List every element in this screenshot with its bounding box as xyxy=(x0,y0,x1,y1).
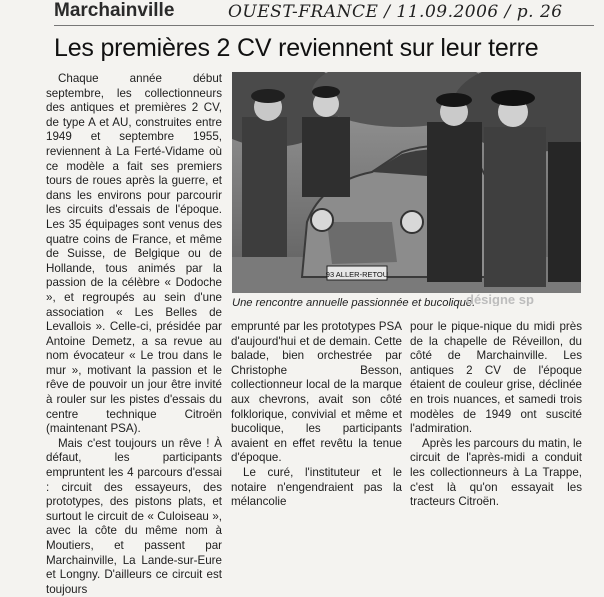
bleed-through-text: désigne sp xyxy=(466,292,534,306)
paragraph: Mais c'est toujours un rêve ! À défaut, les participants empruntent les 4 parcours d'essai : circuit des essayeurs, des prototypes, des pistons plats, et surtout le circuit de « Culoiseau », avec la côte du même nom à Moutiers, et passent par Marchainville, La Lande-sur-Eure et Longny. D'ailleurs ce circuit est toujours xyxy=(46,436,222,596)
article-photo xyxy=(232,72,581,293)
paragraph: Après les parcours du matin, le circuit de l'après-midi a conduit les collectionneurs à La Trappe, c'est là qu'on essayait les tracteurs Citroën. xyxy=(410,436,582,509)
photo-caption: Une rencontre annuelle passionnée et bucolique. xyxy=(232,297,476,309)
article-column-3 xyxy=(410,320,582,510)
article-column-2 xyxy=(231,320,402,510)
paragraph: Chaque année début septembre, les collectionneurs des antiques et premières 2 CV, de type A et AU, construites entre 1949 et septembre 1955, reviennent à La Ferté-Vidame où ce modèle a fait ses premiers tours de roues après la guerre, et dans les environs pour parcourir les circuits d'essais de l'époque. Les 35 équipages sont venus des quatre coins de France, et même de Suisse, de Belgique ou de Hollande, tous animés par la passion de la célèbre « Dodoche », et regroupés au sein d'une association « Les Belles de Levallois ». Celle-ci, présidée par Antoine Demetz, a sa revue au nom évocateur « Le trou dans le mur », motivant la passion et le rêve de pouvoir un jour être invité à rouler sur les pistes d'essais du centre technique Citroën (maintenant PSA). xyxy=(46,72,222,436)
handwritten-source-note: OUEST-FRANCE / 11.09.2006 / p. 26 xyxy=(228,2,563,22)
photo-illustration xyxy=(232,72,581,293)
paragraph: Le curé, l'instituteur et le notaire n'engendraient pas la mélancolie xyxy=(231,465,402,509)
license-plate-text: 93 ALLER-RETOU xyxy=(325,270,389,279)
article-headline: Les premières 2 CV reviennent sur leur terre xyxy=(54,34,539,62)
paragraph: emprunté par les prototypes PSA d'aujourd'hui et de demain. Cette balade, bien orchestrée par Christophe Besson, collectionneur local de la marque aux chevrons, avait son côté folklorique, convivial et même et bucolique, les participants avaient en effet revêtu la tenue d'époque. xyxy=(231,320,402,465)
section-kicker: Marchainville xyxy=(54,0,175,21)
article-column-1 xyxy=(46,72,222,597)
paragraph: pour le pique-nique du midi près de la chapelle de Réveillon, du côté de Marchainville. Les antiques 2 CV de l'époque étaient de couleur grise, déclinée en trois nuances, et samedi trois modèles de 1949 ont suscité l'admiration. xyxy=(410,320,582,436)
kicker-rule xyxy=(54,25,594,26)
